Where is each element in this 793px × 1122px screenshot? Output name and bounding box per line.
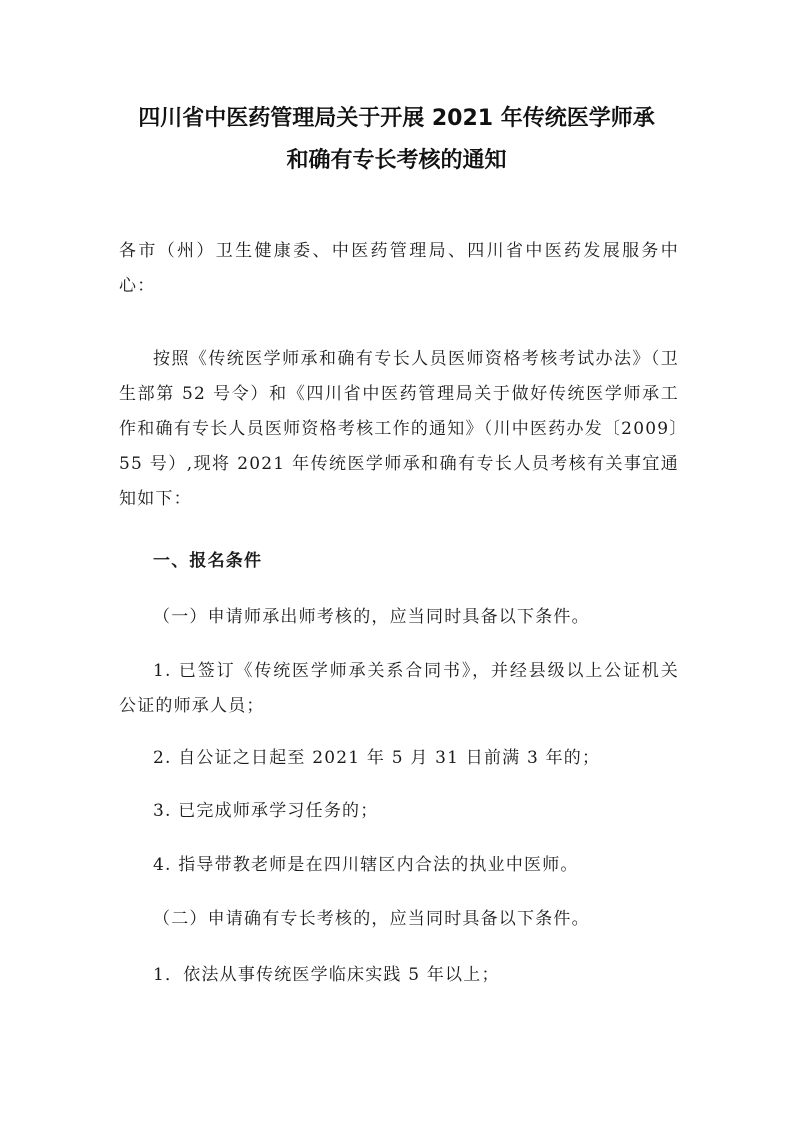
document-title-line-2: 和确有专长考核的通知 (286, 148, 507, 173)
document-title-line-1: 四川省中医药管理局关于开展 2021 年传统医学师承 (138, 106, 655, 131)
subsection-heading-apprenticeship: （一）申请师承出师考核的，应当同时具备以下条件。 (153, 607, 590, 627)
list-item-2: 2. 自公证之日起至 2021 年 5 月 31 日前满 3 年的； (153, 748, 601, 768)
intro-paragraph: 按照《传统医学师承和确有专长人员医师资格考核考试办法》（卫生部第 52 号令）和《四川省中医药管理局关于做好传统医学师承工作和确有专长人员医师资格考核工作的通知》（川中医药办发〔2009〕55 号）,现将 2021 年传统医学师承和确有专长人员考核有关事宜通知如下： (119, 349, 679, 509)
list-item-1: 1. 已签订《传统医学师承关系合同书》，并经县级以上公证机关公证的师承人员； (119, 661, 679, 716)
expertise-item-1: 1．依法从事传统医学临床实践 5 年以上； (153, 965, 500, 985)
subsection-heading-expertise: （二）申请确有专长考核的，应当同时具备以下条件。 (153, 909, 590, 929)
list-item-4: 4. 指导带教老师是在四川辖区内合法的执业中医师。 (153, 855, 579, 875)
list-item-3: 3. 已完成师承学习任务的； (153, 801, 379, 821)
section-heading-eligibility: 一、报名条件 (153, 551, 263, 571)
salutation: 各市（州）卫生健康委、中医药管理局、四川省中医药发展服务中心： (119, 241, 679, 296)
